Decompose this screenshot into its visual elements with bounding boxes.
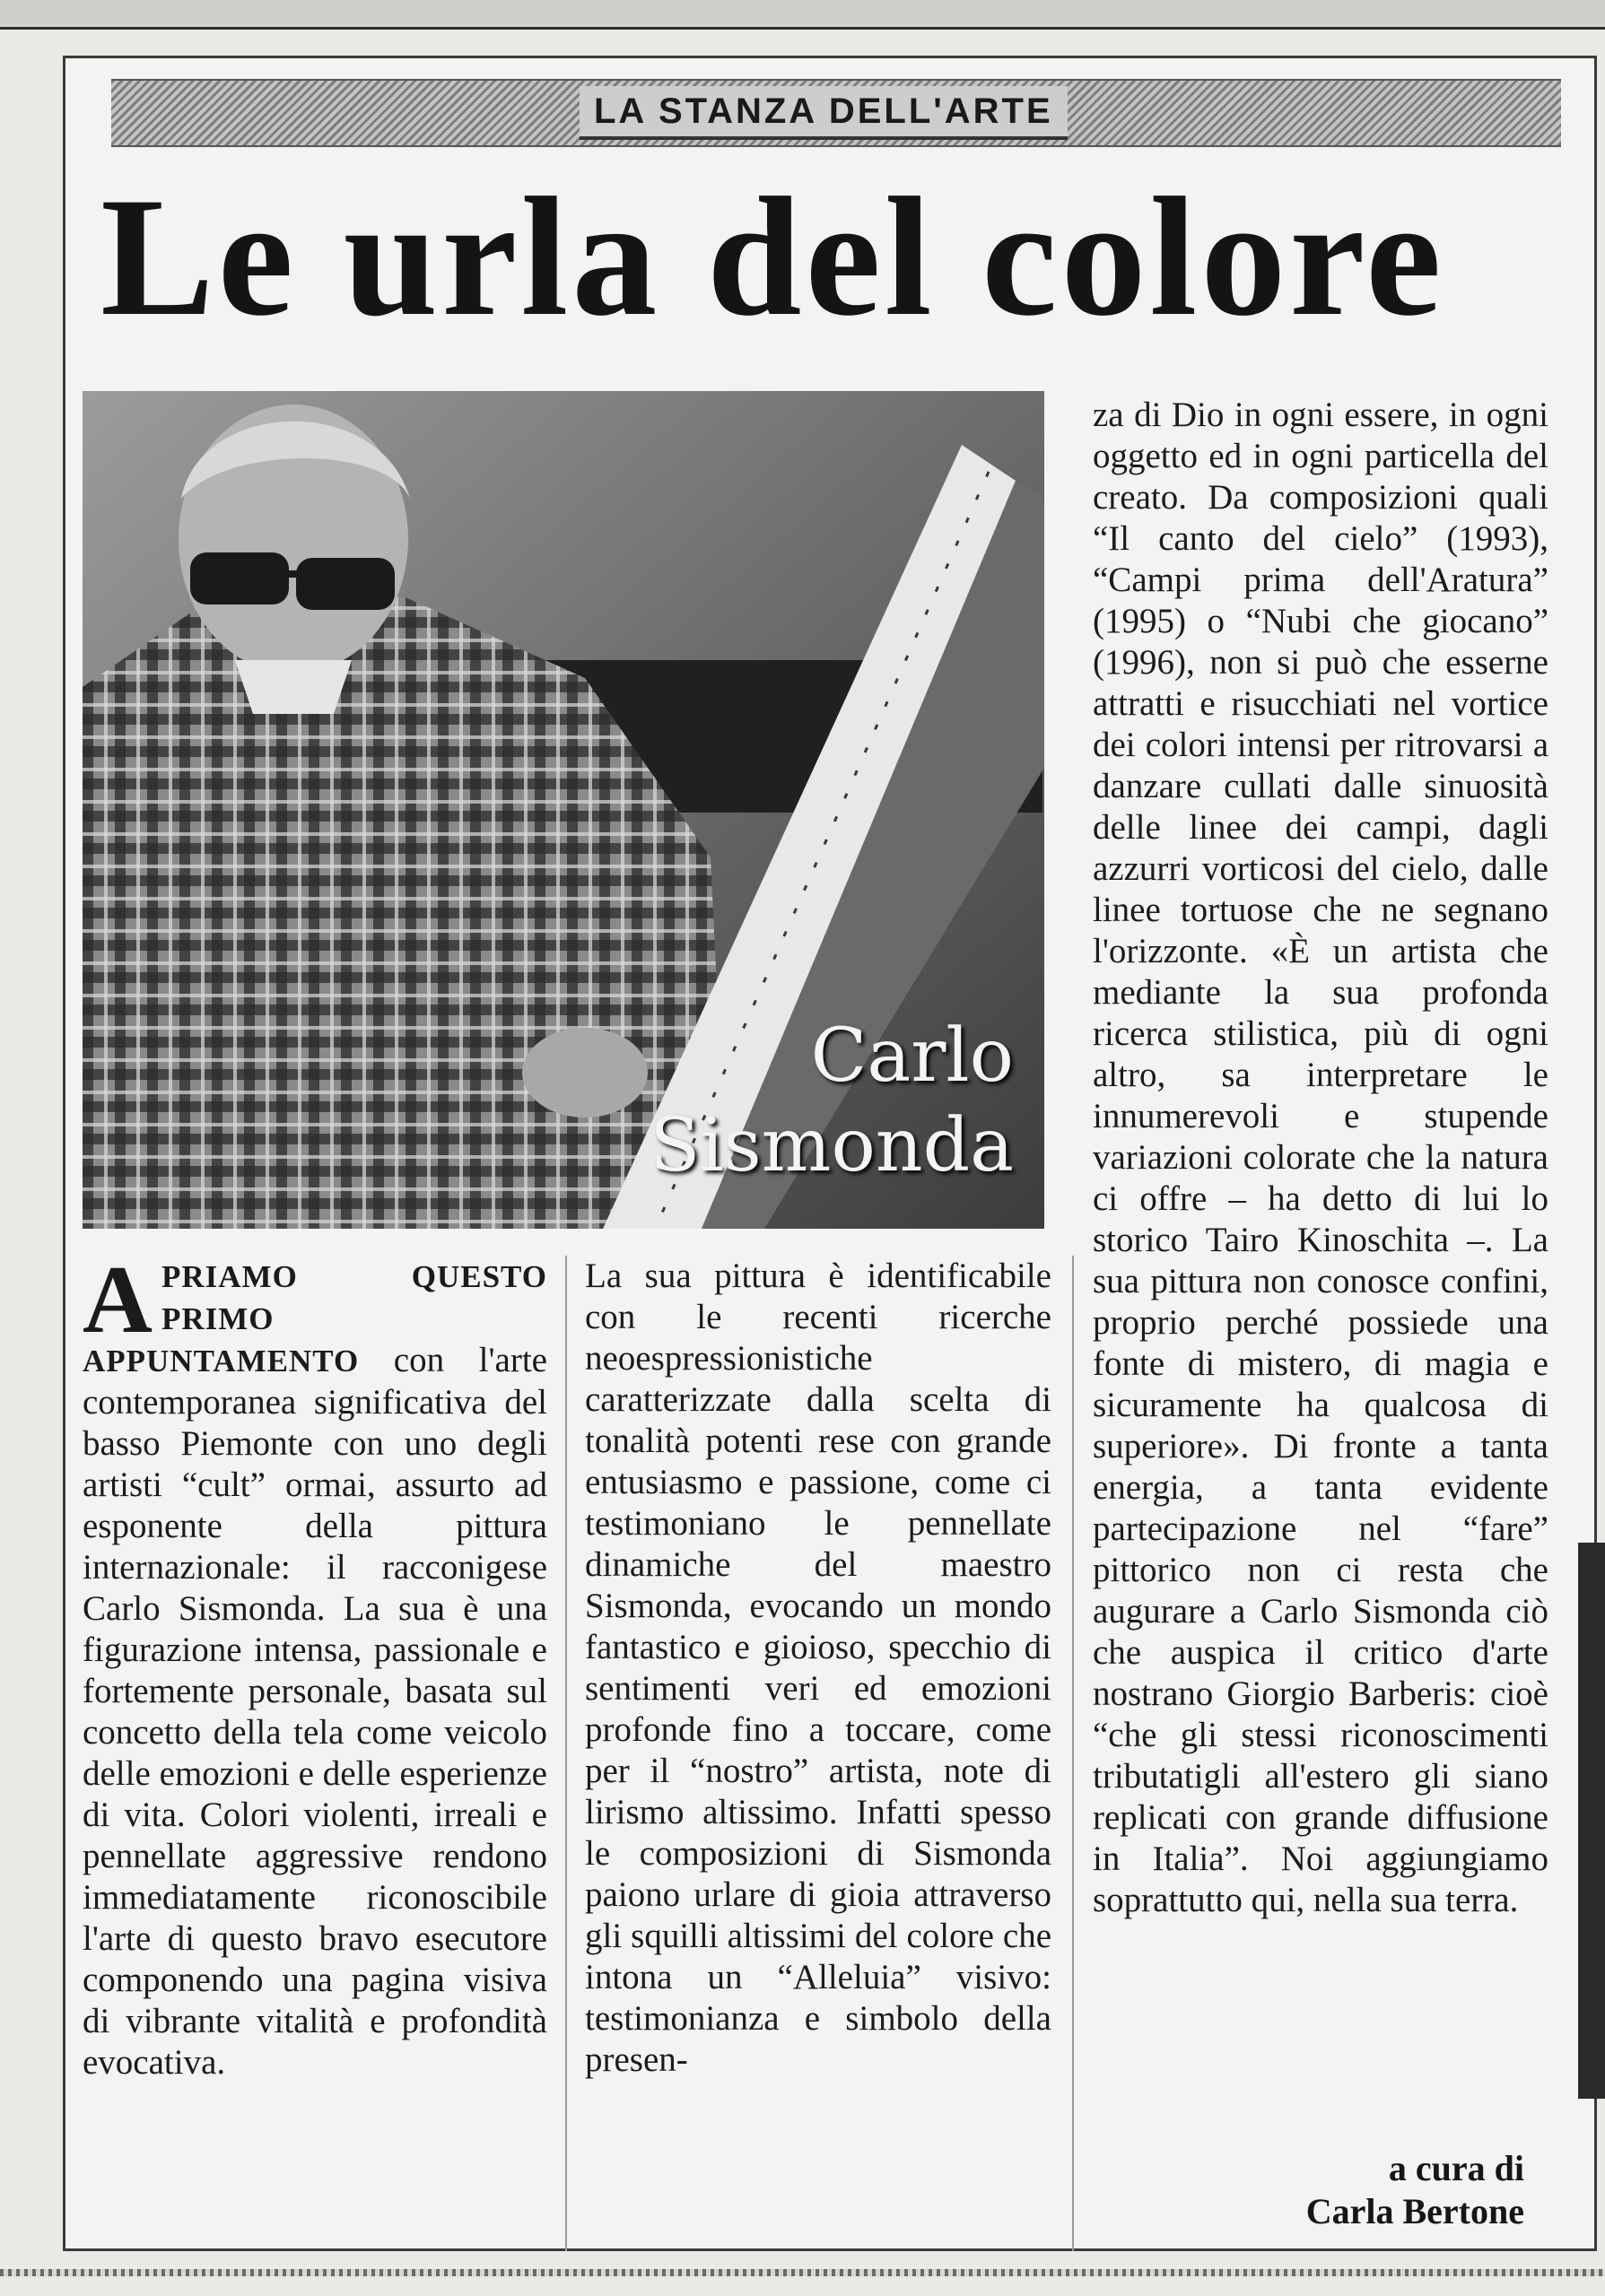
- byline-prefix: a cura di: [1388, 2148, 1524, 2188]
- column-divider: [565, 1256, 567, 2251]
- column-divider: [1072, 1256, 1074, 2251]
- article-column-middle: La sua pittura è identificabile con le recenti ricerche neoespressionistiche caratterizzate dalla scelta di tonalità potenti rese con grande entusiasmo e passione, come ci testimoniano le pennellate dinamiche del maestro Sismonda, evocando un mondo fantastico e gioioso, specchio di sentimenti veri ed emozioni profonde fino a toccare, come per il “nostro” artista, note di lirismo altissimo. Infatti spesso le composizioni di Sismonda paiono urlare di gioia attraverso gli squilli altissimi del colore che intona un “Alleluia” visivo: testimonianza e simbolo della presen-: [585, 1257, 1051, 2079]
- article-column-right: za di Dio in ogni essere, in ogni oggetto ed in ogni particella del creato. Da composizioni quali “Il canto del cielo” (1993), “Campi prima dell'Aratura” (1995) o “Nubi che giocano” (1996), non si può che esserne attratti e risucchiati nel vortice dei colori intensi per ritrovarsi a danzare cullati dalle sinuosità delle linee dei campi, dagli azzurri vorticosi del cielo, dalle linee tortuose che ne segnano l'orizzonte. «È un artista che mediante la sua profonda ricerca stilistica, più di ogni altro, sa interpretare le innumerevoli e stupende variazioni colorate che la natura ci offre – ha detto di lui lo storico Tairo Kinoschita –. La sua pittura non conosce confini, proprio perché possiede una fonte di mistero, di magia e sicuramente ha qualcosa di superiore». Di fronte a tanta energia, a tanta evidente partecipazione nel “fare” pittorico non ci resta che augurare a Carlo Sismonda ciò che auspica il critico d'arte nostrano Giorgio Barberis: cioè “che gli stessi riconoscimenti tributatigli all'estero gli siano replicati con grande diffusione in Italia”. Noi aggiungiamo soprattutto qui, nella sua terra.: [1093, 396, 1548, 1919]
- caption-first-name: Carlo: [810, 1013, 1014, 1099]
- caption-last-name: Sismonda: [650, 1103, 1014, 1188]
- article-column-left-text: con l'arte contemporanea significativa del basso Piemonte con uno degli artisti “cult” ormai, assurto ad esponente della pittura internazionale: il racconigese Carlo Sismonda. La sua è una figurazione intensa, passionale e fortemente personale, basata sul concetto della tela come veicolo delle emozioni e delle esperienze di vita. Colori violenti, irreali e pennellate aggressive rendono immediatamente riconoscibile l'arte di questo bravo esecutore componendo una pagina visiva di vibrante vitalità e profondità evocativa.: [83, 1341, 547, 2082]
- bottom-rule: [0, 2269, 1605, 2276]
- byline-author: Carla Bertone: [1305, 2191, 1524, 2231]
- byline: [1147, 2147, 1524, 2233]
- section-rubric: LA STANZA DELL'ARTE: [580, 86, 1068, 140]
- adjacent-page-edge: [1578, 1543, 1605, 2099]
- photo-caption: [650, 1012, 1014, 1191]
- top-edge-strip: [0, 0, 1605, 30]
- artist-photo: [83, 391, 1044, 1229]
- article-column-left: [83, 1256, 547, 2256]
- headline: Le urla del colore: [100, 163, 1445, 352]
- drop-cap: A: [83, 1256, 153, 1353]
- lead-in: PRIAMO QUESTO PRIMO APPUNTAMENTO: [83, 1259, 547, 1378]
